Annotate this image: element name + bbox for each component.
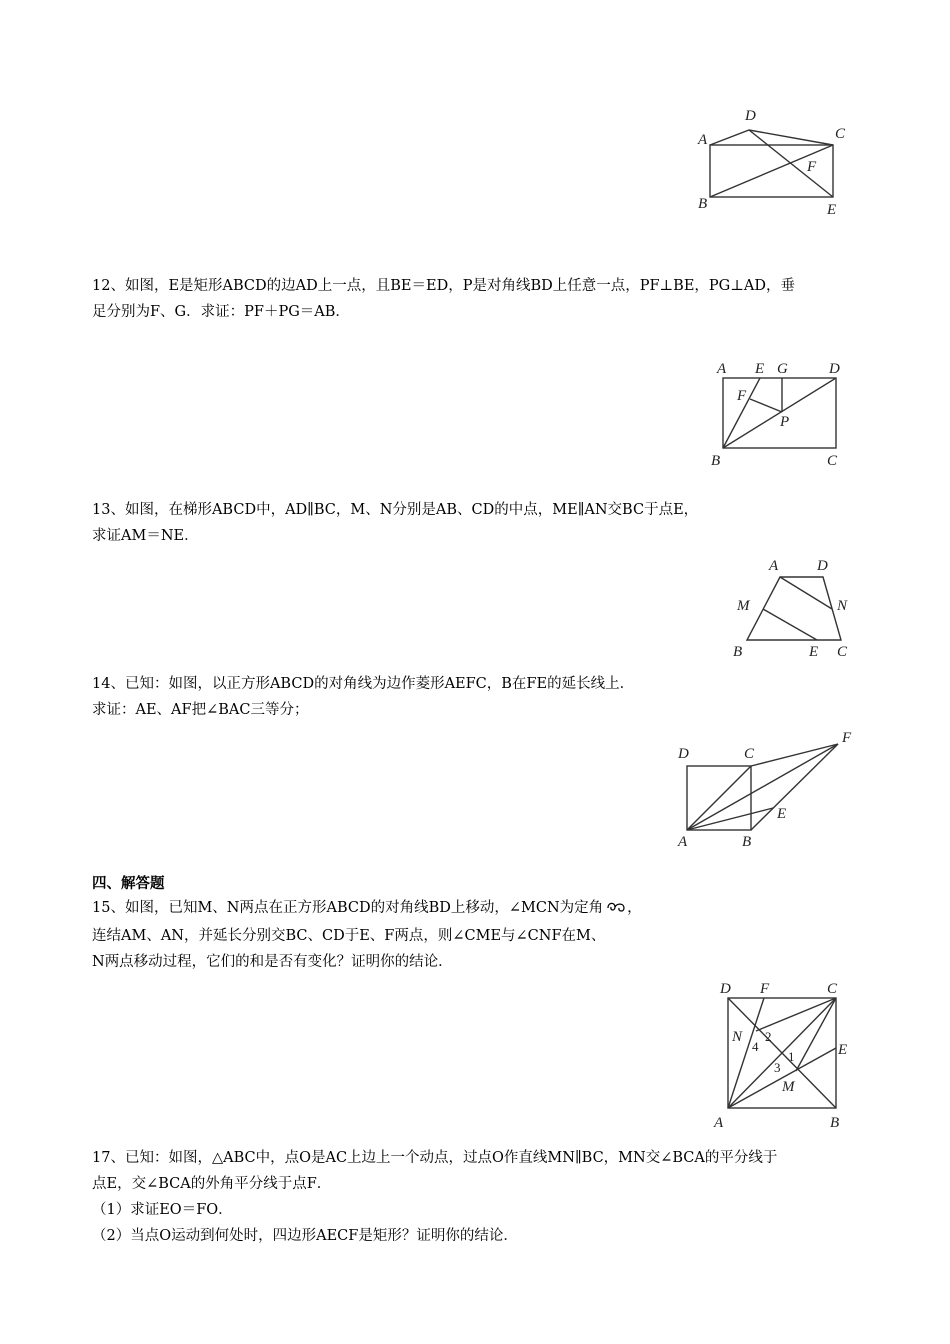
question-14-line-2: 求证：AE、AF把∠BAC三等分； xyxy=(92,702,309,718)
question-14 xyxy=(92,671,867,723)
segment-cm xyxy=(796,998,836,1071)
label-b: B xyxy=(698,196,708,212)
question-17-line-2: 点E，交∠BCA的外角平分线于点F． xyxy=(92,1176,332,1192)
question-12 xyxy=(92,273,867,325)
trapezoid-abcd xyxy=(747,577,841,640)
segment-af xyxy=(687,744,838,830)
question-15 xyxy=(92,895,867,975)
label-f: F xyxy=(737,388,747,404)
section-heading xyxy=(92,871,867,897)
label-m: M xyxy=(737,598,750,614)
label-d: D xyxy=(829,361,840,377)
label-f: F xyxy=(760,981,770,997)
angle-label-4: 4 xyxy=(752,1039,759,1054)
label-a: A xyxy=(717,361,727,377)
question-17 xyxy=(92,1145,867,1249)
label-e: E xyxy=(827,202,837,218)
label-b: B xyxy=(711,453,721,469)
label-c: C xyxy=(827,453,838,469)
label-m: M xyxy=(782,1079,795,1095)
segment-pf xyxy=(750,399,782,412)
angle-label-2: 2 xyxy=(765,1029,772,1044)
label-g: G xyxy=(777,361,788,377)
label-a: A xyxy=(714,1115,724,1131)
label-b: B xyxy=(742,834,752,850)
diagonal-ac xyxy=(687,766,751,830)
question-15-line-3: N两点移动过程，它们的和是否有变化？证明你的结论． xyxy=(92,954,453,970)
label-b: B xyxy=(733,644,743,660)
label-c: C xyxy=(744,746,755,762)
label-e: E xyxy=(809,644,819,660)
figure-11 xyxy=(690,100,860,225)
label-n: N xyxy=(732,1029,743,1045)
segment-bf xyxy=(751,744,838,830)
question-17-part-1: （1）求证EO＝FO． xyxy=(92,1202,233,1218)
label-d: D xyxy=(678,746,689,762)
label-n: N xyxy=(837,598,848,614)
label-e: E xyxy=(755,361,765,377)
segment-ae xyxy=(687,808,773,830)
question-12-line-1: 12、如图，E是矩形ABCD的边AD上一点，且BE＝ED，P是对角线BD上任意一点，PF⊥BE，PG⊥AD，垂 xyxy=(92,278,795,294)
segment-cn xyxy=(756,998,836,1031)
angle-label-1: 1 xyxy=(788,1049,795,1064)
question-15-line-1: 15、如图，已知M、N两点在正方形ABCD的对角线BD上移动，∠MCN为定角 ， xyxy=(92,895,867,923)
label-e: E xyxy=(777,806,787,822)
question-13 xyxy=(92,497,867,549)
label-f: F xyxy=(842,730,852,746)
label-c: C xyxy=(837,644,848,660)
label-d: D xyxy=(720,981,731,997)
label-d: D xyxy=(745,108,756,124)
segment-cf xyxy=(751,744,838,766)
question-17-line-1: 17、已知：如图，△ABC中，点O是AC上边上一个动点，过点O作直线MN∥BC，MN交∠BCA的平分线于 xyxy=(92,1150,778,1166)
section-4-title: 四、解答题 xyxy=(92,875,165,892)
label-c: C xyxy=(835,126,846,142)
label-c: C xyxy=(827,981,838,997)
label-b: B xyxy=(830,1115,840,1131)
curl-icon xyxy=(605,897,627,923)
segment-me xyxy=(763,609,817,640)
figure-13 xyxy=(725,552,860,662)
label-a: A xyxy=(769,558,779,574)
question-17-part-2: （2）当点O运动到何处时，四边形AECF是矩形？证明你的结论． xyxy=(92,1228,518,1244)
figure-15 xyxy=(712,975,862,1135)
label-a: A xyxy=(678,834,688,850)
question-13-line-1: 13、如图，在梯形ABCD中，AD∥BC，M、N分别是AB、CD的中点，ME∥AN交BC于点E， xyxy=(92,502,699,518)
question-15-line-2: 连结AM、AN，并延长分别交BC、CD于E、F两点，则∠CME与∠CNF在M、 xyxy=(92,928,606,944)
angle-label-3: 3 xyxy=(774,1060,781,1075)
triangle-a-d-c xyxy=(710,130,833,145)
label-a: A xyxy=(698,132,708,148)
question-12-line-2: 足分别为F、G．求证：PF＋PG＝AB． xyxy=(92,304,350,320)
label-e: E xyxy=(838,1042,848,1058)
question-14-line-1: 14、已知：如图，以正方形ABCD的对角线为边作菱形AEFC，B在FE的延长线上． xyxy=(92,676,635,692)
label-d: D xyxy=(817,558,828,574)
label-p: P xyxy=(780,414,790,430)
label-f: F xyxy=(807,159,817,175)
figure-12 xyxy=(705,358,855,473)
question-13-line-2: 求证AM＝NE． xyxy=(92,528,199,544)
figure-14 xyxy=(670,728,860,853)
